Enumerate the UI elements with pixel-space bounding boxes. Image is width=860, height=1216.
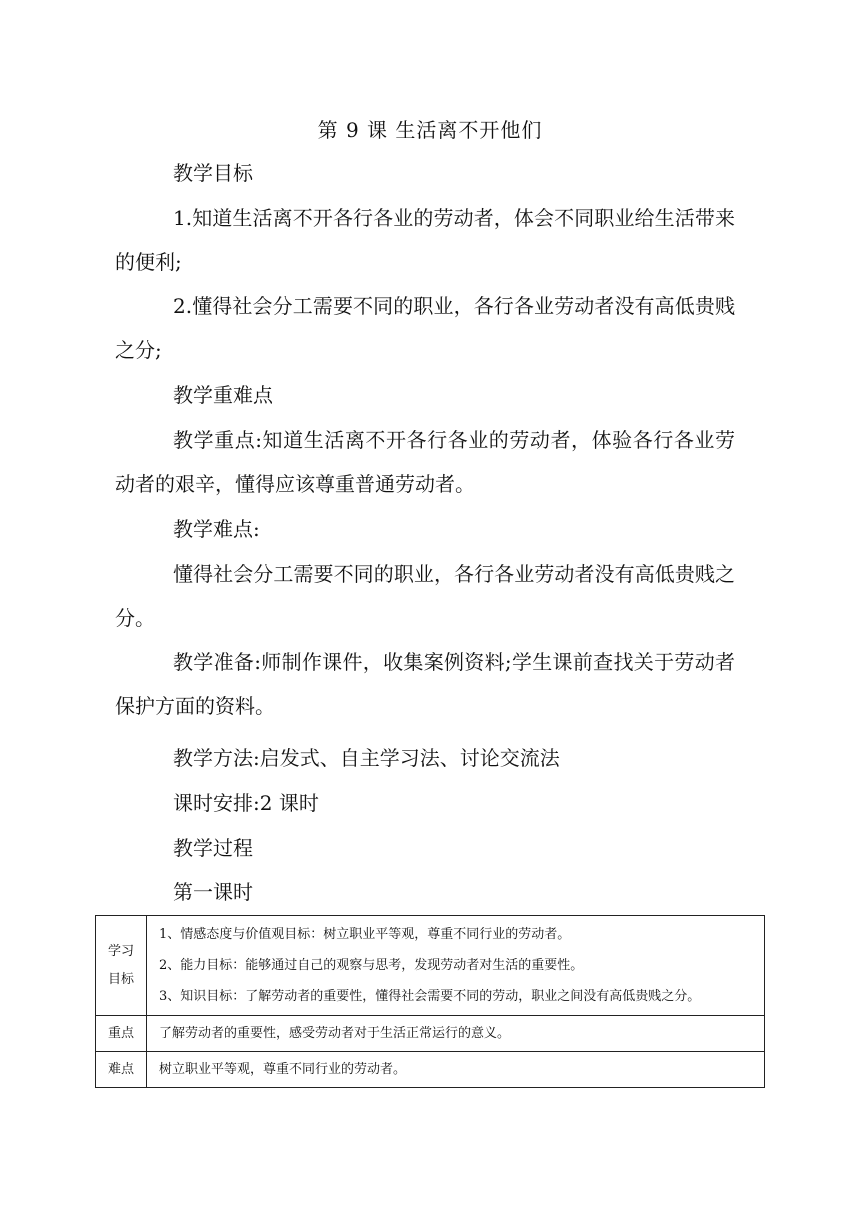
key-content: 了解劳动者的重要性，感受劳动者对于生活正常运行的意义。	[147, 1016, 765, 1052]
difficult-point-heading: 教学难点:	[173, 517, 260, 541]
goal-item-2: 2.懂得社会分工需要不同的职业，各行各业劳动者没有高低贵贱之分;	[115, 294, 735, 362]
goals-label	[96, 916, 147, 1016]
difficult-point-text: 懂得社会分工需要不同的职业，各行各业劳动者没有高低贵贱之分。	[115, 562, 735, 630]
goals-label-line: 学习	[107, 943, 134, 959]
class-hours: 课时安排:2 课时	[173, 791, 319, 815]
difficulty-label: 难点	[96, 1052, 147, 1088]
table-row	[96, 1052, 765, 1088]
table-row	[96, 1016, 765, 1052]
goals-label-line: 目标	[107, 971, 134, 987]
goal-line: 3、知识目标：了解劳动者的重要性，懂得社会需要不同的劳动，职业之间没有高低贵贱之分。	[159, 989, 701, 1004]
teaching-methods: 教学方法:启发式、自主学习法、讨论交流法	[173, 746, 560, 770]
heading-teaching-process: 教学过程	[173, 836, 253, 860]
lesson-goals-table	[95, 915, 765, 1088]
key-label: 重点	[96, 1016, 147, 1052]
heading-key-difficult-points: 教学重难点	[173, 383, 273, 407]
page-title: 第 9 课 生活离不开他们	[317, 118, 543, 142]
goal-line: 2、能力目标：能够通过自己的观察与思考，发现劳动者对生活的重要性。	[159, 958, 584, 973]
goals-content	[147, 916, 765, 1016]
table-row	[96, 916, 765, 1016]
difficulty-content: 树立职业平等观，尊重不同行业的劳动者。	[147, 1052, 765, 1088]
goal-item-1: 1.知道生活离不开各行各业的劳动者，体会不同职业给生活带来的便利;	[115, 206, 735, 274]
heading-first-lesson: 第一课时	[173, 880, 253, 904]
goal-line: 1、情感态度与价值观目标：树立职业平等观，尊重不同行业的劳动者。	[159, 927, 571, 942]
heading-teaching-goals: 教学目标	[173, 161, 253, 185]
key-point-text: 教学重点:知道生活离不开各行各业的劳动者，体验各行各业劳动者的艰辛，懂得应该尊重普通劳动者。	[115, 428, 735, 496]
teaching-preparation: 教学准备:师制作课件，收集案例资料;学生课前查找关于劳动者保护方面的资料。	[115, 650, 735, 718]
